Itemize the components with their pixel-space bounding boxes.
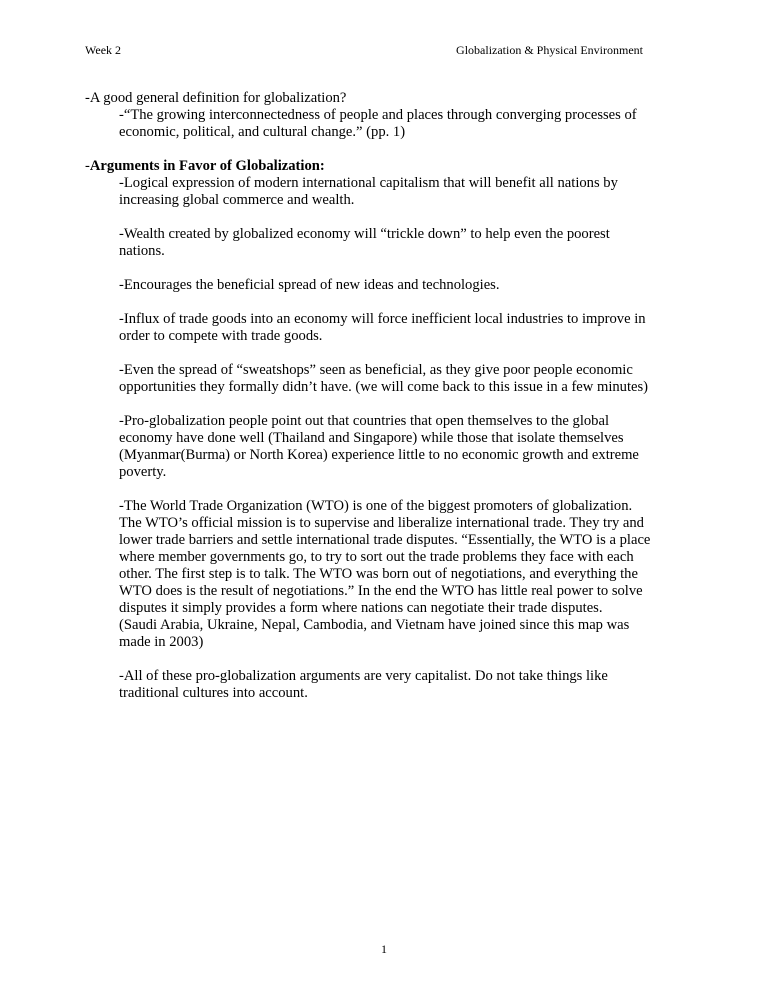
wto-map-note: (Saudi Arabia, Ukraine, Nepal, Cambodia, and Vietnam have joined since this map was made in 2003) <box>119 617 630 650</box>
argument-item: -Logical expression of modern international capitalism that will benefit all nations by increasing global commerce and wealth. <box>119 175 618 208</box>
arguments-list <box>119 175 655 702</box>
document-body <box>85 90 655 702</box>
page-number: 1 <box>381 942 387 956</box>
definition-answer: -“The growing interconnectedness of people and places through converging processes of economic, political, and cultural change.” (pp. 1) <box>119 107 637 140</box>
header-title: Globalization & Physical Environment <box>456 43 643 57</box>
argument-item: -Even the spread of “sweatshops” seen as beneficial, as they give poor people economic opportunities they formally didn’t have. (we will come back to this issue in a few minutes) <box>119 362 649 395</box>
argument-item: -Influx of trade goods into an economy will force inefficient local industries to improve in order to compete with trade goods. <box>119 311 646 344</box>
argument-item: -Pro-globalization people point out that countries that open themselves to the global economy have done well (Thailand and Singapore) while those that isolate themselves (Myanmar(Burma) or North Korea) experience little to no economic growth and extreme poverty. <box>119 413 639 480</box>
arguments-heading: Arguments in Favor of Globalization: <box>89 158 325 174</box>
argument-item: -All of these pro-globalization arguments are very capitalist. Do not take things like traditional cultures into account. <box>119 668 608 701</box>
page-header <box>85 43 643 59</box>
header-week: Week 2 <box>85 43 122 57</box>
arguments-heading-line <box>85 158 655 175</box>
definition-question: -A good general definition for globalization? <box>85 90 347 106</box>
argument-item-wto: -The World Trade Organization (WTO) is one of the biggest promoters of globalization. The WTO’s official mission is to supervise and liberalize international trade. They try and lower trade barriers and settle international trade disputes. “Essentially, the WTO is a place where member governments go, to try to sort out the trade problems they face with each other. The first step is to talk. The WTO was born out of negotiations, and everything the WTO does is the result of negotiations.” In the end the WTO has little real power to solve disputes it simply provides a form where nations can negotiate their trade disputes. <box>119 498 651 616</box>
argument-item: -Wealth created by globalized economy will “trickle down” to help even the poorest nations. <box>119 226 610 259</box>
heading-dash: - <box>85 158 90 174</box>
argument-item: -Encourages the beneficial spread of new ideas and technologies. <box>119 277 500 293</box>
